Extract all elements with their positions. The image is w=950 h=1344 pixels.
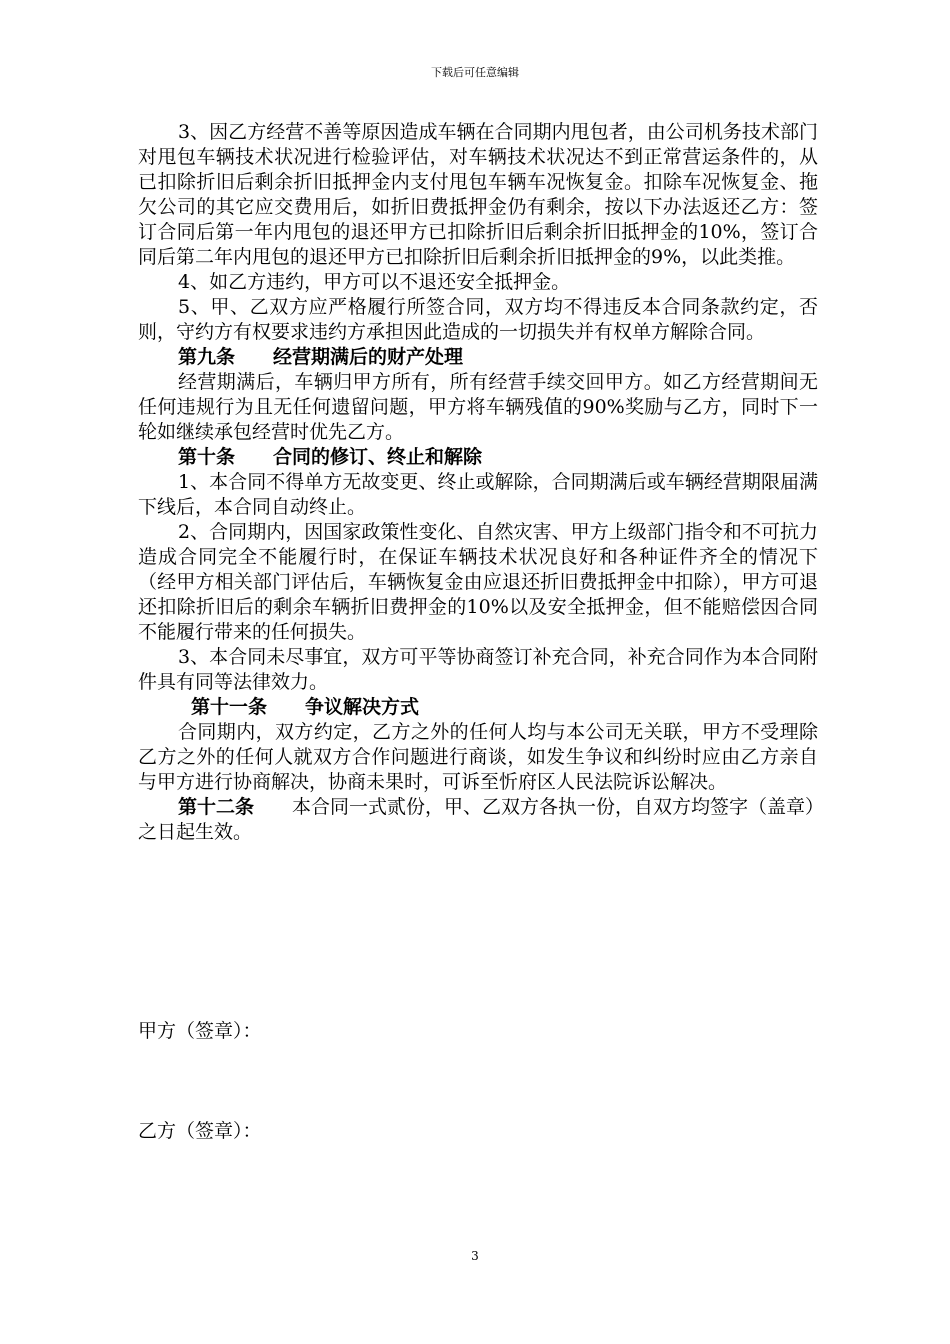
article-11-text: 合同期内，双方约定，乙方之外的任何人均与本公司无关联，甲方不受理除乙方之外的任何人就双方合作问题进行商谈，如发生争议和纠纷时应由乙方亲自与甲方进行协商解决，协商未果时，可诉至忻府区人民法院诉讼解决。 [138, 721, 818, 793]
article-10-item-2: 2、合同期内，因国家政策性变化、自然灾害、甲方上级部门指令和不可抗力造成合同完全不能履行时，在保证车辆技术状况良好和各种证件齐全的情况下（经甲方相关部门评估后，车辆恢复金由应退还折旧费抵押金中扣除），甲方可退还扣除折旧后的剩余车辆折旧费押金的10%以及安全抵押金，但不能赔偿因合同不能履行带来的任何损失。 [138, 521, 818, 643]
party-b-signature: 乙方（签章）： [138, 1120, 262, 1142]
article-10-heading: 第十条 合同的修订、终止和解除 [178, 446, 483, 468]
clause-8-item-5: 5、甲、乙双方应严格履行所签合同，双方均不得违反本合同条款约定，否则，守约方有权要求违约方承担因此造成的一切损失并有权单方解除合同。 [138, 296, 818, 343]
article-10-item-1: 1、本合同不得单方无故变更、终止或解除，合同期满后或车辆经营期限届满下线后，本合同自动终止。 [138, 471, 818, 518]
article-11-heading: 第十一条 争议解决方式 [191, 696, 420, 718]
article-12-text: 本合同一式贰份，甲、乙双方各执一份，自双方均签字（盖章）之日起生效。 [138, 796, 815, 843]
page-number: 3 [471, 1249, 479, 1263]
article-10-item-3: 3、本合同未尽事宜，双方可平等协商签订补充合同，补充合同作为本合同附件具有同等法律效力。 [138, 646, 818, 693]
contract-body [138, 120, 818, 845]
clause-8-item-3: 3、因乙方经营不善等原因造成车辆在合同期内甩包者，由公司机务技术部门对甩包车辆技术状况进行检验评估，对车辆技术状况达不到正常营运条件的，从已扣除折旧后剩余折旧抵押金内支付甩包车辆车况恢复金。扣除车况恢复金、拖欠公司的其它应交费用后，如折旧费抵押金仍有剩余，按以下办法返还乙方：签订合同后第一年内甩包的退还甲方已扣除折旧后剩余折旧抵押金的10%，签订合同后第二年内甩包的退还甲方已扣除折旧后剩余折旧抵押金的9%，以此类推。 [138, 121, 818, 268]
clause-8-item-4: 4、如乙方违约，甲方可以不退还安全抵押金。 [178, 271, 571, 293]
party-a-signature: 甲方（签章）： [138, 1020, 262, 1042]
article-12-heading: 第十二条 [178, 796, 255, 818]
article-12-paragraph [138, 795, 818, 845]
article-9-text: 经营期满后，车辆归甲方所有，所有经营手续交回甲方。如乙方经营期间无任何违规行为且无任何遗留问题，甲方将车辆残值的90%奖励与乙方，同时下一轮如继续承包经营时优先乙方。 [138, 371, 818, 443]
page-header: 下载后可任意编辑 [431, 66, 519, 79]
article-9-heading: 第九条 经营期满后的财产处理 [178, 346, 464, 368]
